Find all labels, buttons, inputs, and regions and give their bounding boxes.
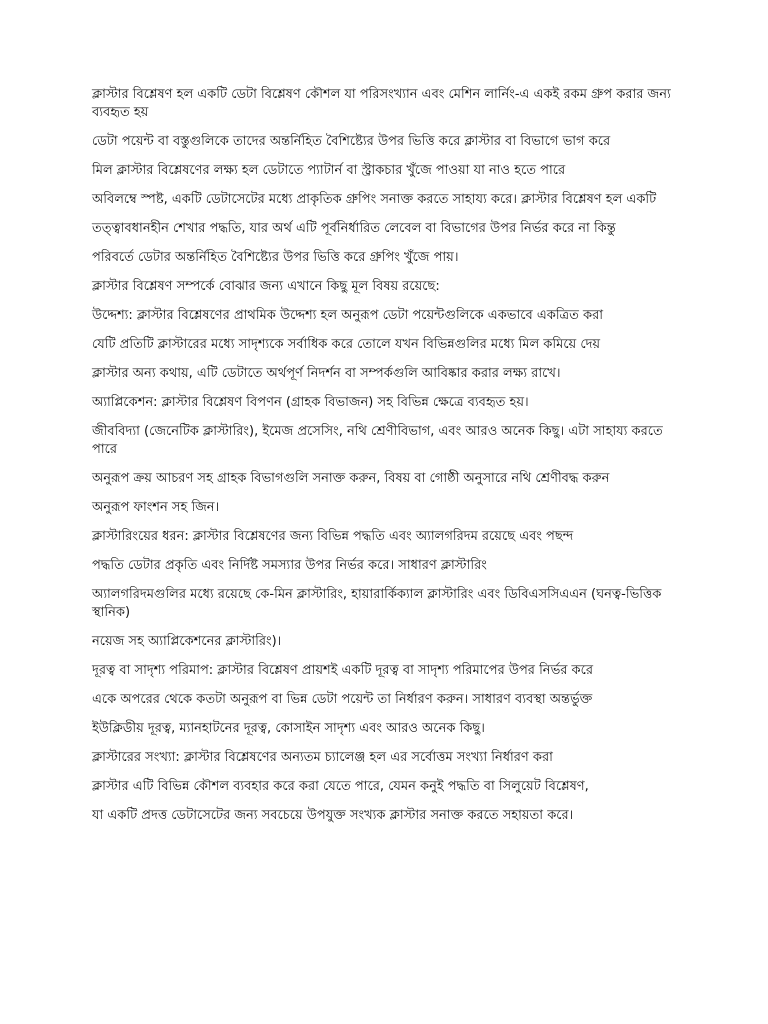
paragraph-14: অনুরূপ ফাংশন সহ জিন। bbox=[92, 500, 220, 515]
paragraph-3: মিল ক্লাস্টার বিশ্লেষণের লক্ষ্য হল ডেটাতে প্যাটার্ন বা স্ট্রাকচার খুঁজে পাওয়া যা নাও হতে পারে bbox=[92, 163, 566, 178]
paragraph-10: ক্লাস্টার অন্য কথায়, এটি ডেটাতে অর্থপূর্ণ নিদর্শন বা সম্পর্কগুলি আবিষ্কার করার লক্ষ্য রাখে। bbox=[92, 366, 561, 381]
paragraph-23: ক্লাস্টার এটি বিভিন্ন কৌশল ব্যবহার করে করা যেতে পারে, যেমন কনুই পদ্ধতি বা সিলুয়েট বিশ্লেষণ, bbox=[92, 779, 589, 794]
paragraph-13: অনুরূপ ক্রয় আচরণ সহ গ্রাহক বিভাগগুলি সনাক্ত করুন, বিষয় বা গোষ্ঠী অনুসারে নথি শ্রেণীবদ্ধ করুন bbox=[92, 471, 610, 486]
paragraph-5: তত্ত্বাবধানহীন শেখার পদ্ধতি, যার অর্থ এটি পূর্বনির্ধারিত লেবেল বা বিভাগের উপর নির্ভর করে না কিন্তু bbox=[92, 221, 616, 236]
paragraph-22: ক্লাস্টারের সংখ্যা: ক্লাস্টার বিশ্লেষণের অন্যতম চ্যালেঞ্জ হল এর সর্বোত্তম সংখ্যা নির্ধারণ করা bbox=[92, 750, 553, 765]
document-body bbox=[92, 86, 682, 836]
paragraph-8: উদ্দেশ্য: ক্লাস্টার বিশ্লেষণের প্রাথমিক উদ্দেশ্য হল অনুরূপ ডেটা পয়েন্টগুলিকে একভাবে একত্রিত করা bbox=[92, 308, 603, 323]
paragraph-1: ক্লাস্টার বিশ্লেষণ হল একটি ডেটা বিশ্লেষণ কৌশল যা পরিসংখ্যান এবং মেশিন লার্নিং-এ একই রকম গ্রুপ করার জন্য ব্যবহৃত হয় bbox=[92, 87, 671, 120]
paragraph-16: পদ্ধতি ডেটার প্রকৃতি এবং নির্দিষ্ট সমস্যার উপর নির্ভর করে। সাধারণ ক্লাস্টারিং bbox=[92, 558, 487, 573]
paragraph-9: যেটি প্রতিটি ক্লাস্টারের মধ্যে সাদৃশ্যকে সর্বাধিক করে তোলে যখন বিভিন্নগুলির মধ্যে মিল কমিয়ে দেয় bbox=[92, 337, 601, 352]
paragraph-12: জীববিদ্যা (জেনেটিক ক্লাস্টারিং), ইমেজ প্রসেসিং, নথি শ্রেণীবিভাগ, এবং আরও অনেক কিছু। এটা সাহায্য করতে পারে bbox=[92, 424, 663, 457]
paragraph-7: ক্লাস্টার বিশ্লেষণ সম্পর্কে বোঝার জন্য এখানে কিছু মূল বিষয় রয়েছে: bbox=[92, 279, 440, 294]
paragraph-11: অ্যাপ্লিকেশন: ক্লাস্টার বিশ্লেষণ বিপণন (গ্রাহক বিভাজন) সহ বিভিন্ন ক্ষেত্রে ব্যবহৃত হয়। bbox=[92, 395, 529, 410]
paragraph-24: যা একটি প্রদত্ত ডেটাসেটের জন্য সবচেয়ে উপযুক্ত সংখ্যক ক্লাস্টার সনাক্ত করতে সহায়তা করে। bbox=[92, 808, 574, 823]
paragraph-19: দূরত্ব বা সাদৃশ্য পরিমাপ: ক্লাস্টার বিশ্লেষণ প্রায়শই একটি দূরত্ব বা সাদৃশ্য পরিমাপের উপর নির্ভর করে bbox=[92, 663, 594, 678]
paragraph-2: ডেটা পয়েন্ট বা বস্তুগুলিকে তাদের অন্তর্নিহিত বৈশিষ্ট্যের উপর ভিত্তি করে ক্লাস্টার বা বিভাগে ভাগ করে bbox=[92, 134, 611, 149]
paragraph-17: অ্যালগরিদমগুলির মধ্যে রয়েছে কে-মিন ক্লাস্টারিং, হায়ারার্কিক্যাল ক্লাস্টারিং এবং ডিবিএসসিএএন (ঘনত্ব-ভিত্তিক স্থানিক) bbox=[92, 587, 662, 620]
paragraph-6: পরিবর্তে ডেটার অন্তর্নিহিত বৈশিষ্ট্যের উপর ভিত্তি করে গ্রুপিং খুঁজে পায়। bbox=[92, 250, 459, 265]
paragraph-4: অবিলম্বে স্পষ্ট, একটি ডেটাসেটের মধ্যে প্রাকৃতিক গ্রুপিং সনাক্ত করতে সাহায্য করে। ক্লাস্টার বিশ্লেষণ হল একটি bbox=[92, 192, 657, 207]
paragraph-20: একে অপরের থেকে কতটা অনুরূপ বা ভিন্ন ডেটা পয়েন্ট তা নির্ধারণ করুন। সাধারণ ব্যবস্থা অন্তর্ভুক্ত bbox=[92, 692, 593, 707]
paragraph-18: নয়েজ সহ অ্যাপ্লিকেশনের ক্লাস্টারিং)। bbox=[92, 634, 282, 649]
paragraph-15: ক্লাস্টারিংয়ের ধরন: ক্লাস্টার বিশ্লেষণের জন্য বিভিন্ন পদ্ধতি এবং অ্যালগরিদম রয়েছে এবং পছন্দ bbox=[92, 529, 574, 544]
paragraph-21: ইউক্লিডীয় দূরত্ব, ম্যানহাটনের দূরত্ব, কোসাইন সাদৃশ্য এবং আরও অনেক কিছু। bbox=[92, 721, 485, 736]
